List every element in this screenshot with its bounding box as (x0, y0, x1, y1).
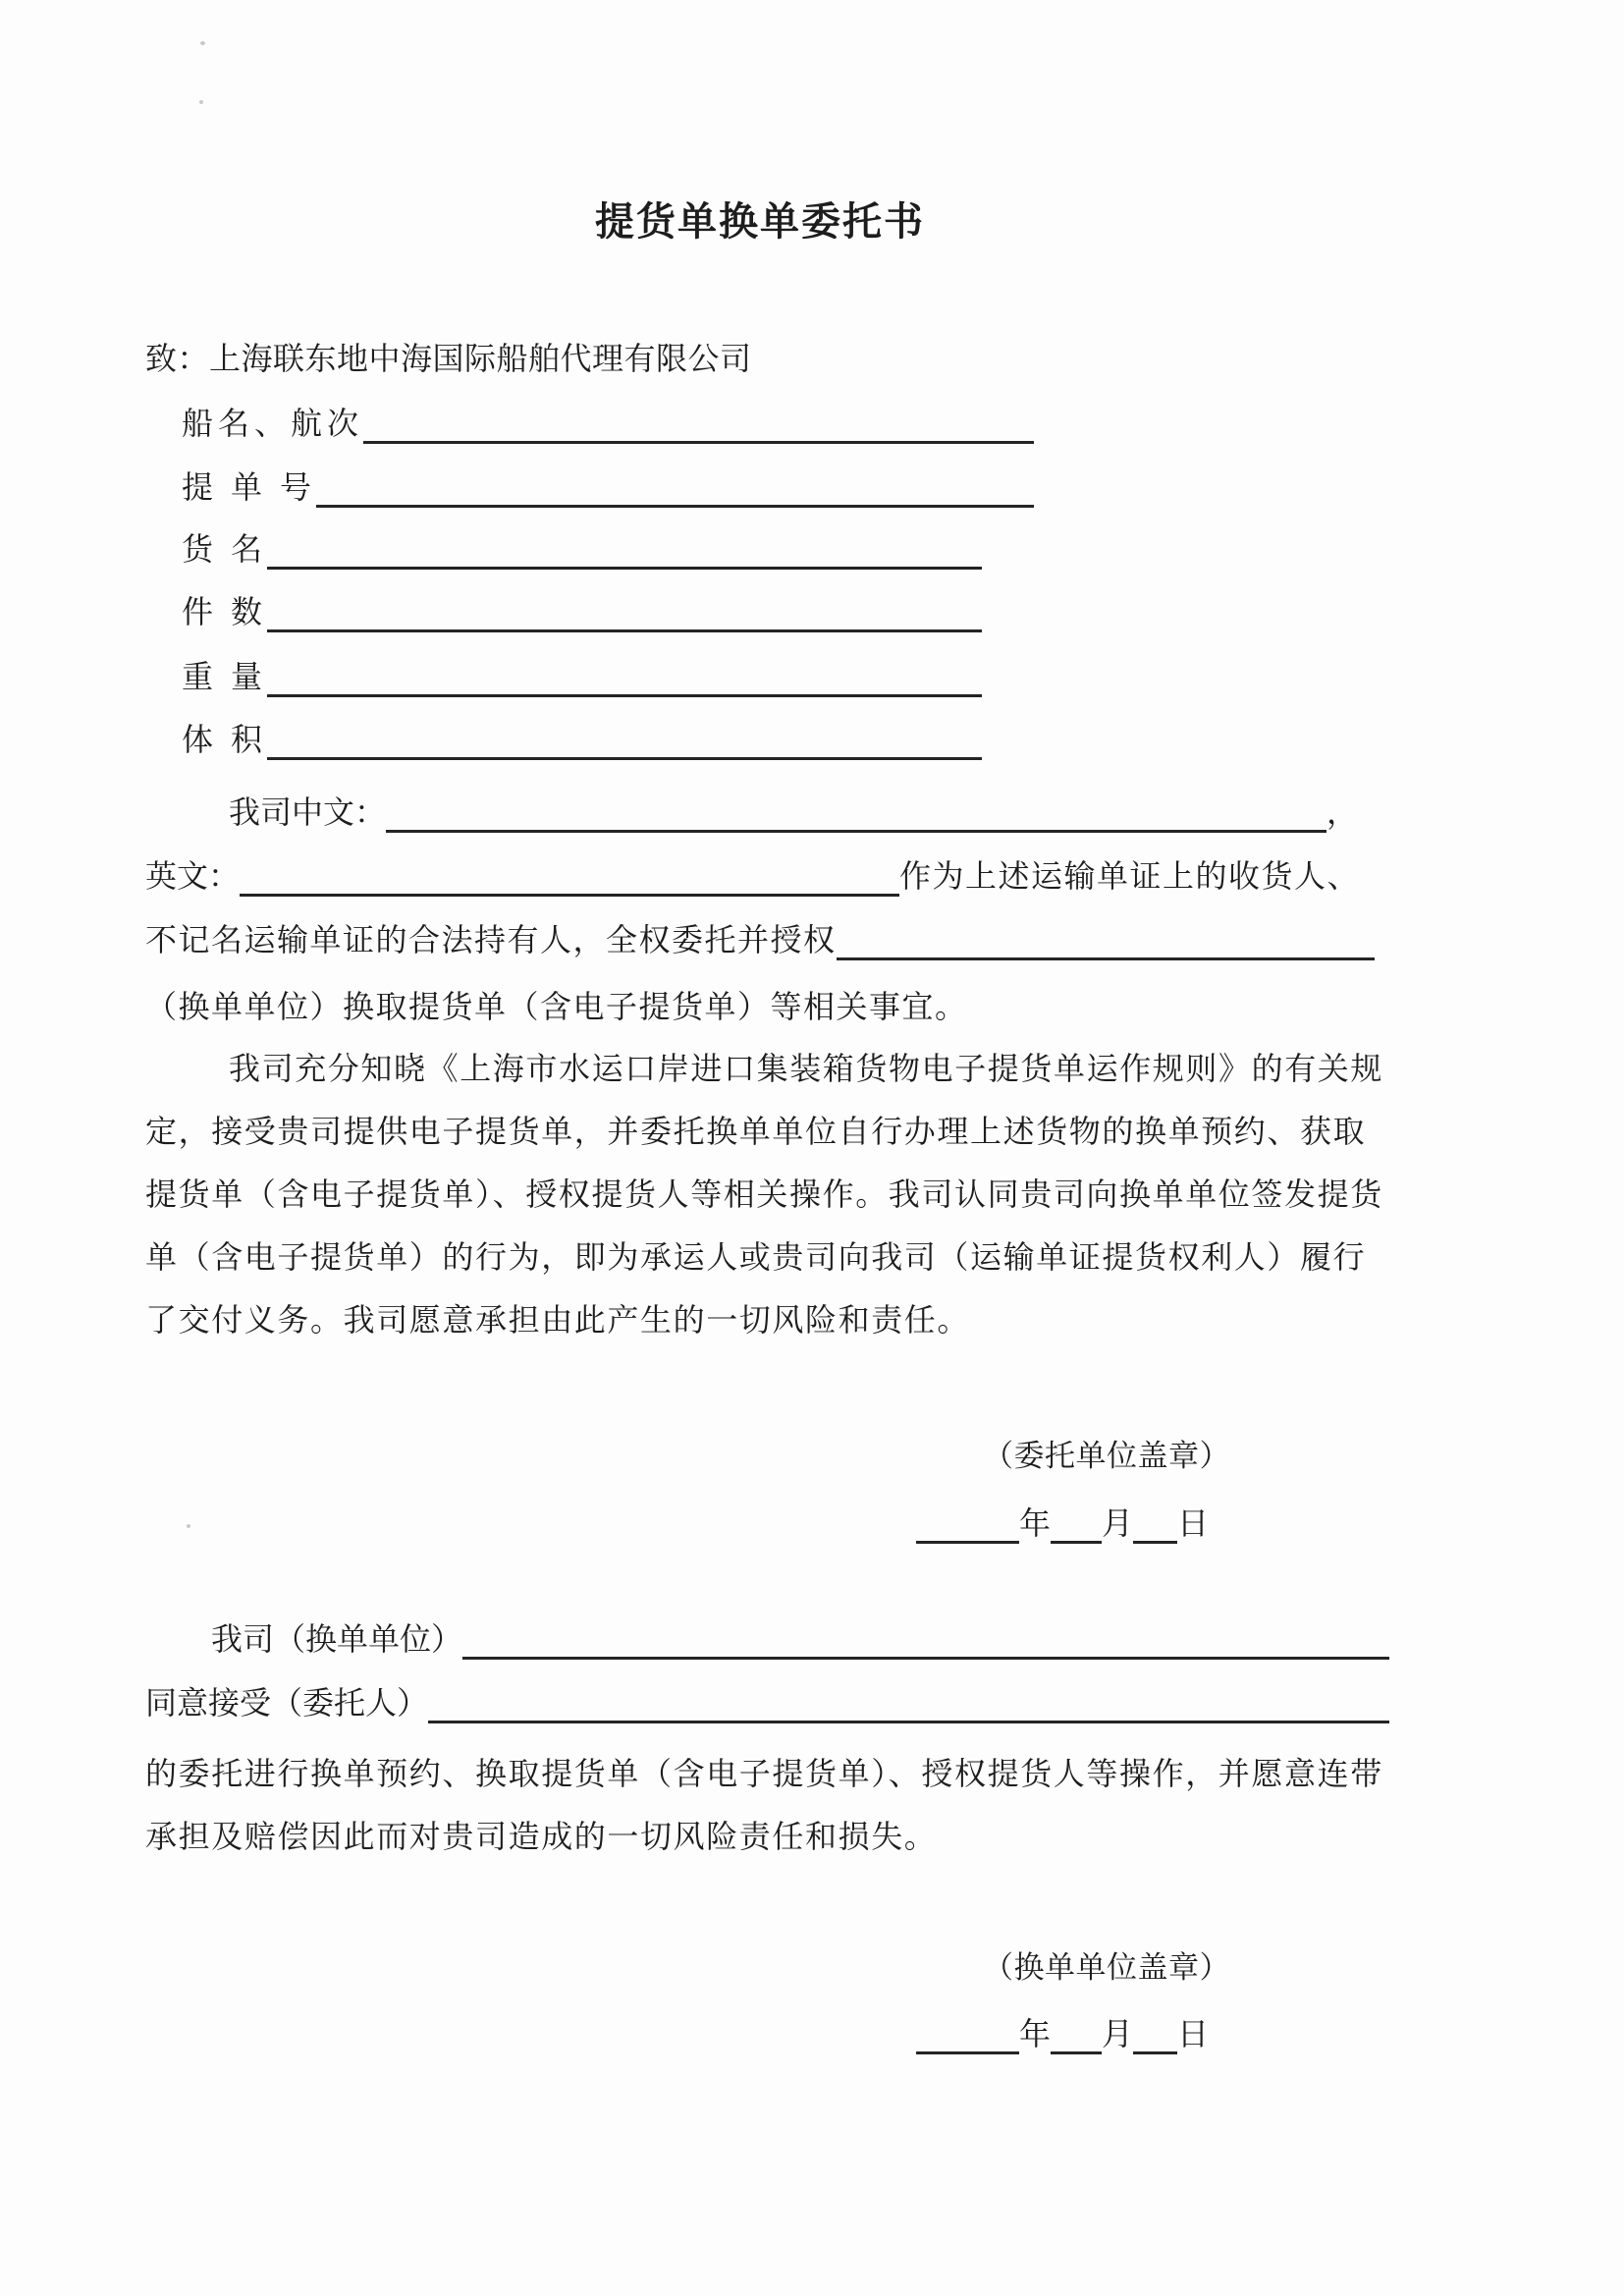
day-blank-line (1133, 1503, 1177, 1544)
bl-number-label: 提 单 号 (182, 469, 317, 505)
agent-date-row (916, 2013, 1222, 2054)
accept-consignor-label: 同意接受（委托人） (145, 1685, 429, 1721)
field-row-weight (182, 654, 982, 697)
consignor-date-row (916, 1503, 1222, 1544)
consignee-statement-text: 作为上述运输单证上的收货人、 (898, 858, 1360, 894)
month-blank-line (1051, 2013, 1102, 2054)
bl-number-blank-line (316, 465, 1034, 508)
authorization-closing-line: （换单单位）换取提货单（含电子提货单）等相关事宜。 (145, 989, 968, 1024)
paragraph-line: 了交付义务。我司愿意承担由此产生的一切风险和责任。 (145, 1302, 971, 1338)
authorized-agent-blank-line (837, 917, 1375, 960)
year-label: 年 (1019, 2016, 1052, 2051)
weight-blank-line (267, 654, 982, 697)
day-label: 日 (1177, 2016, 1210, 2051)
year-label: 年 (1019, 1505, 1052, 1541)
company-english-name-blank-line (240, 853, 899, 897)
vessel-voyage-label: 船名、航次 (182, 406, 364, 441)
scan-speck (187, 1524, 190, 1528)
consignor-seal-note: （委托单位盖章） (983, 1439, 1230, 1473)
addressee-line: 致：上海联东地中海国际船舶代理有限公司 (145, 341, 752, 376)
document-title: 提货单换单委托书 (595, 199, 925, 244)
month-blank-line (1051, 1503, 1102, 1544)
vessel-voyage-blank-line (363, 401, 1034, 444)
volume-label: 体 积 (182, 722, 268, 757)
company-chinese-name-label: 我司中文： (229, 794, 387, 830)
packages-blank-line (267, 589, 982, 632)
paragraph-line: 我司充分知晓《上海市水运口岸进口集装箱货物电子提货单运作规则》的有关规 (229, 1051, 1384, 1086)
paragraph-line: 承担及赔偿因此而对贵司造成的一切风险责任和损失。 (145, 1819, 938, 1854)
agent-statement-paragraph (145, 1742, 1383, 1868)
company-english-name-row (145, 853, 1360, 897)
agent-company-label: 我司（换单单位） (211, 1621, 463, 1657)
authorization-row (145, 917, 1375, 960)
month-label: 月 (1102, 1505, 1134, 1541)
company-chinese-name-blank-line (386, 790, 1326, 833)
company-chinese-name-row (229, 790, 1358, 833)
field-row-vessel-voyage (182, 401, 1034, 444)
paragraph-line: 的委托进行换单预约、换取提货单（含电子提货单）、授权提货人等操作，并愿意连带 (145, 1756, 1383, 1791)
weight-label: 重 量 (182, 659, 268, 694)
paragraph-line: 单（含电子提货单）的行为，即为承运人或贵司向我司（运输单证提货权利人）履行 (145, 1239, 1367, 1275)
company-english-name-label: 英文： (145, 858, 241, 894)
trailing-comma: ， (1326, 794, 1358, 830)
scan-speck (200, 41, 205, 45)
field-row-cargo-name (182, 526, 982, 570)
paragraph-line: 提货单（含电子提货单）、授权提货人等相关操作。我司认同贵司向换单单位签发提货 (145, 1176, 1383, 1212)
year-blank-line (916, 2013, 1019, 2054)
cargo-name-blank-line (267, 526, 982, 570)
agent-seal-note: （换单单位盖章） (983, 1950, 1230, 1985)
paragraph-line: 定，接受贵司提供电子提货单，并委托换单单位自行办理上述货物的换单预约、获取 (145, 1114, 1367, 1149)
agent-company-blank-line (462, 1616, 1389, 1660)
cargo-name-label: 货 名 (182, 531, 268, 567)
acknowledgement-paragraph (145, 1037, 1384, 1351)
volume-blank-line (267, 717, 982, 760)
accept-consignor-row (145, 1680, 1389, 1723)
field-row-packages (182, 589, 982, 632)
year-blank-line (916, 1503, 1019, 1544)
agent-company-row (211, 1616, 1389, 1660)
field-row-volume (182, 717, 982, 760)
scan-speck (199, 100, 203, 104)
day-blank-line (1133, 2013, 1177, 2054)
month-label: 月 (1102, 2016, 1134, 2051)
field-row-bl-number (182, 465, 1034, 508)
packages-label: 件 数 (182, 594, 268, 629)
authorization-text: 不记名运输单证的合法持有人，全权委托并授权 (145, 922, 837, 957)
consignor-name-blank-line (428, 1680, 1389, 1723)
day-label: 日 (1177, 1505, 1210, 1541)
